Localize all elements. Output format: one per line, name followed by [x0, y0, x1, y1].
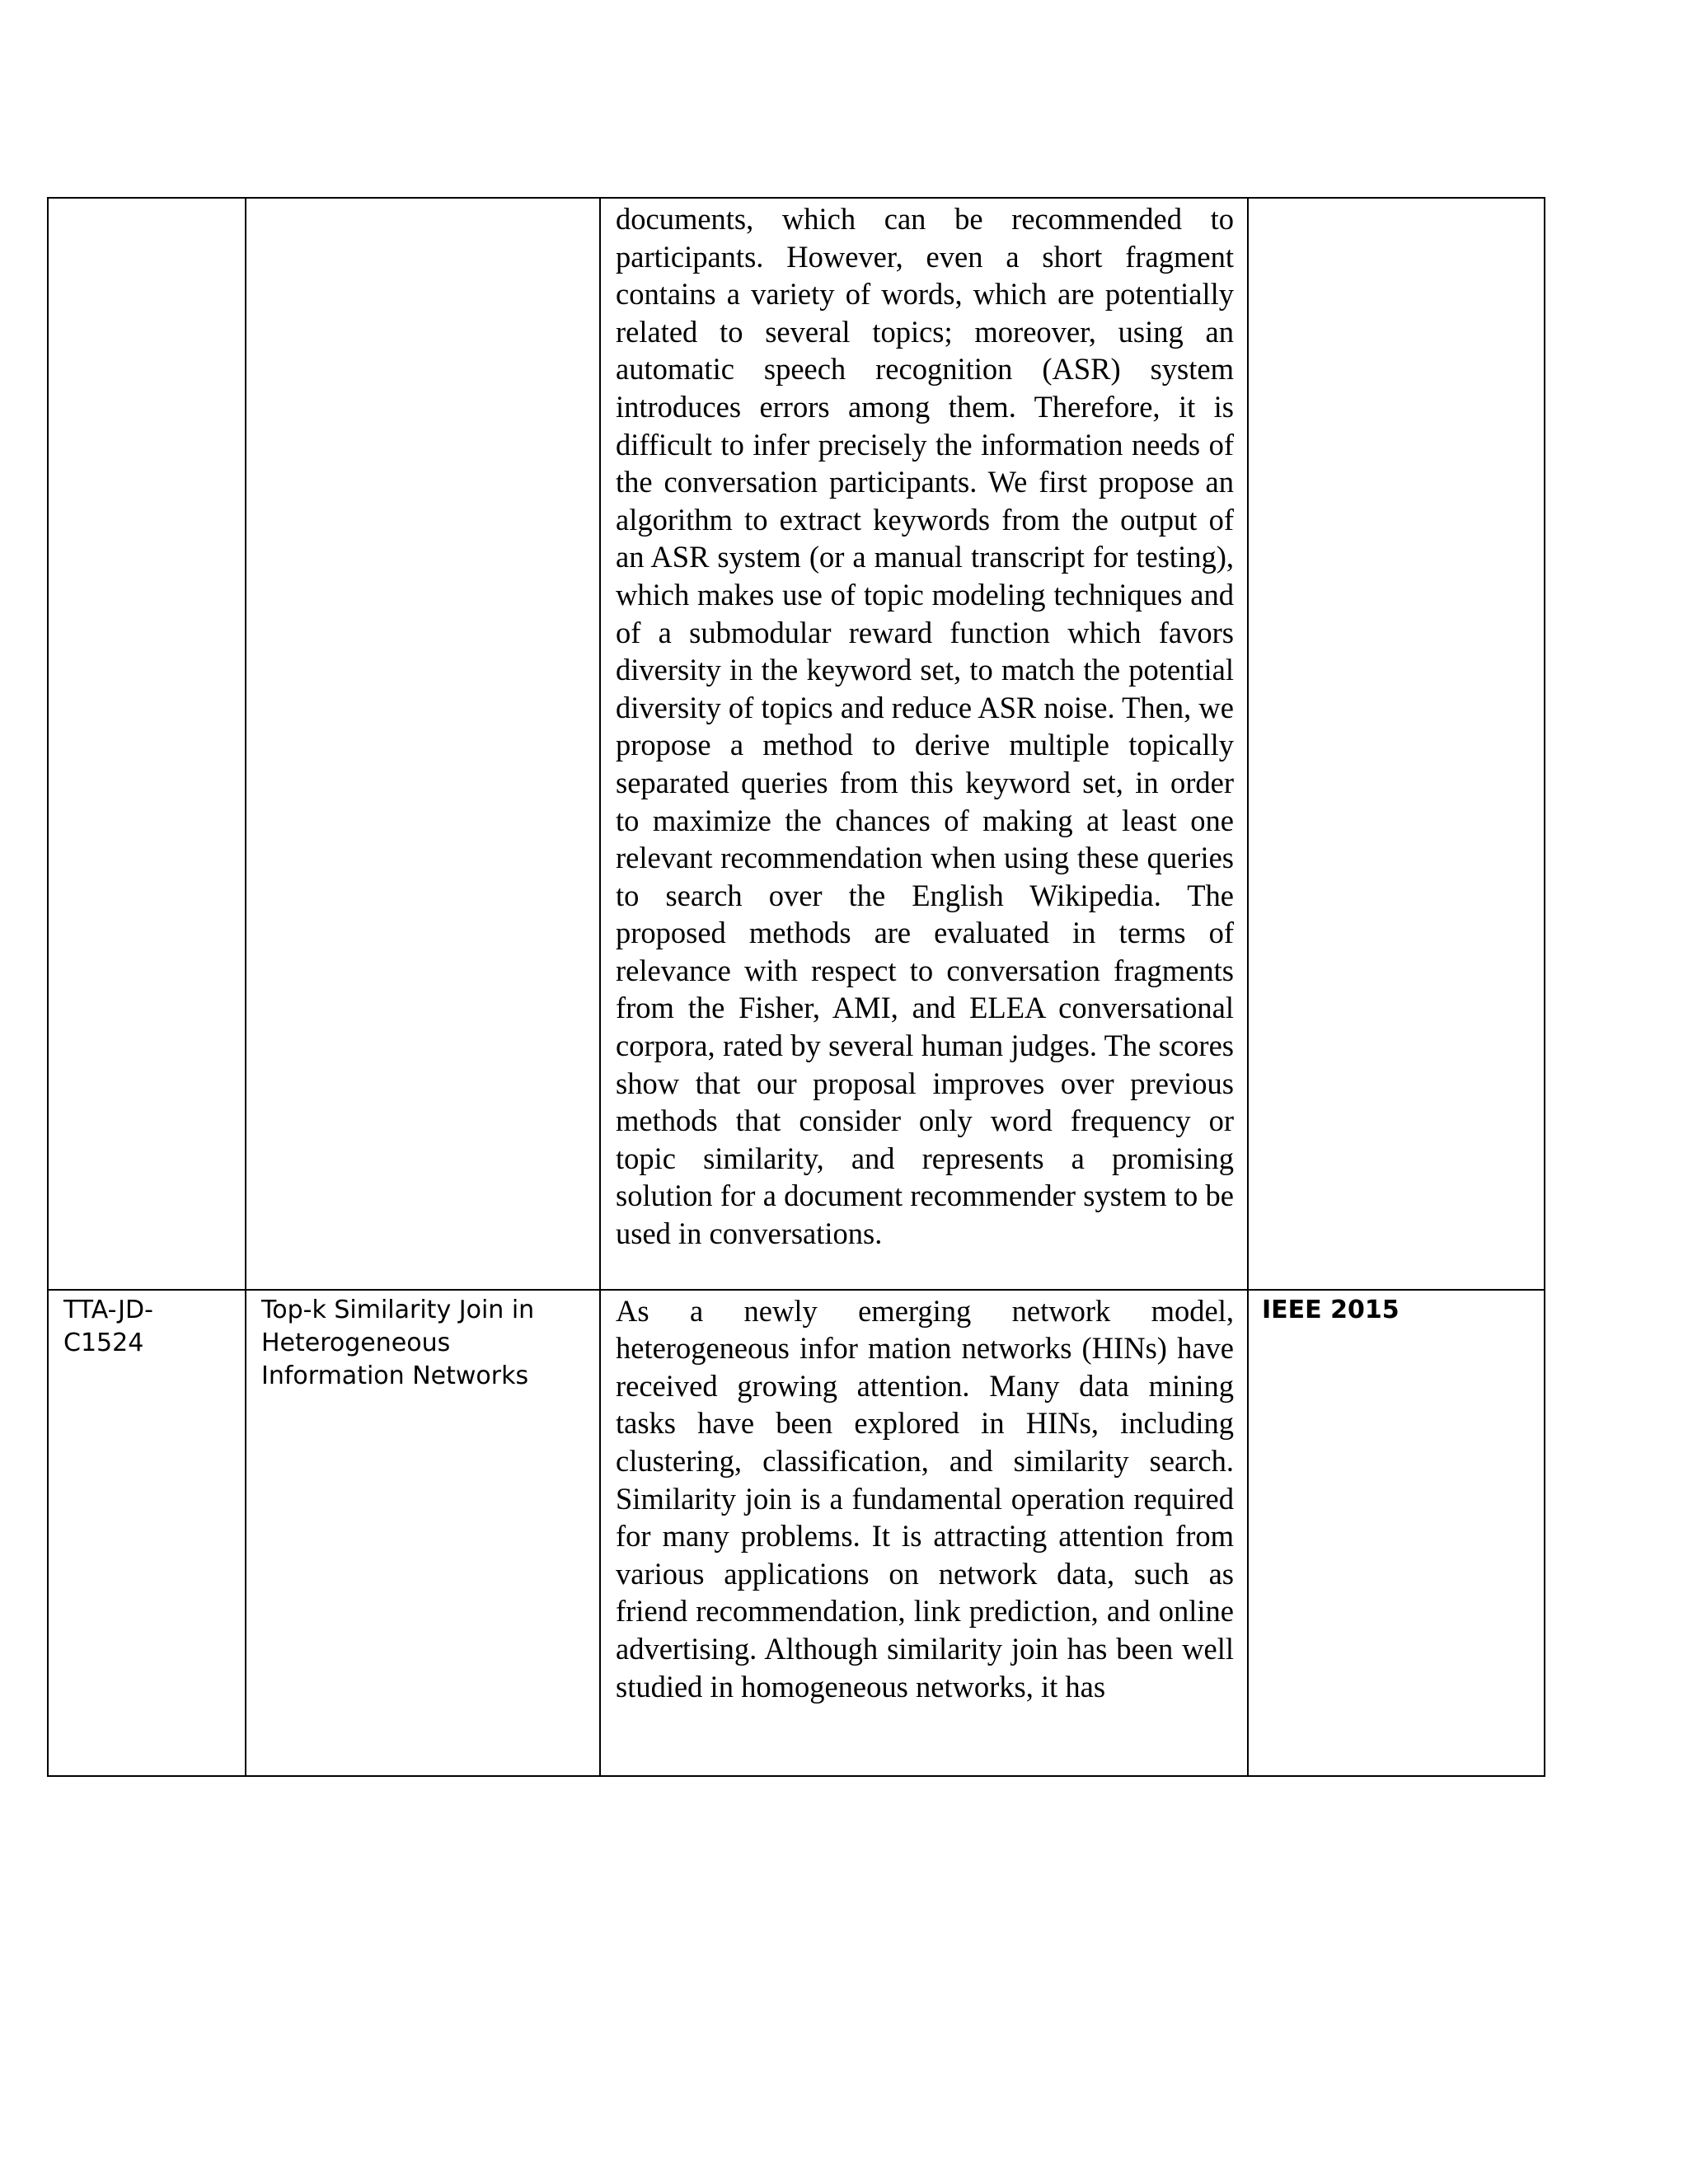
project-year: IEEE 2015: [1262, 1295, 1400, 1324]
table-row: [48, 1290, 1545, 1776]
abstract-cell: [600, 198, 1248, 1290]
abstract-cell: [600, 1290, 1248, 1776]
project-abstract: As a newly emerging network model, heterogeneous infor mation networks (HINs) have received growing attention. Many data mining tasks have been explored in HINs, including clustering, classification, and similarity search. Similarity join is a fundamental operation required for many problems. It is attracting attention from various applications on network data, such as friend recommendation, link prediction, and online advertising. Although similarity join has been well studied in homogeneous networks, it has: [616, 1293, 1234, 1704]
project-code: [49, 199, 245, 202]
code-cell: [48, 1290, 246, 1776]
project-table: [47, 197, 1545, 1777]
project-title: Top-k Similarity Join in Heterogeneous Information Networks: [261, 1295, 535, 1390]
code-cell: [48, 198, 246, 1290]
title-cell: [246, 198, 600, 1290]
project-abstract: documents, which can be recommended to participants. However, even a short fragment contains a variety of words, which are potentially related to several topics; moreover, using an automatic speech recognition (ASR) system introduces errors among them. Therefore, it is difficult to infer precisely the information needs of the conversation participants. We first propose an algorithm to extract keywords from the output of an ASR system (or a manual transcript for testing), which makes use of topic modeling techniques and of a submodular reward function which favors diversity in the keyword set, to match the potential diversity of topics and reduce ASR noise. Then, we propose a method to derive multiple topically separated queries from this keyword set, in order to maximize the chances of making at least one relevant recommendation when using these queries to search over the English Wikipedia. The proposed methods are evaluated in terms of relevance with respect to conversation fragments from the Fisher, AMI, and ELEA conversational corpora, rated by several human judges. The scores show that our proposal improves over previous methods that consider only word frequency or topic similarity, and represents a promising solution for a document recommender system to be used in conversations.: [616, 202, 1234, 1251]
project-title: [246, 199, 599, 202]
project-code: TTA-JD-C1524: [63, 1295, 153, 1357]
year-cell: [1248, 1290, 1545, 1776]
table-row: [48, 198, 1545, 1290]
project-year: [1249, 199, 1544, 202]
title-cell: [246, 1290, 600, 1776]
year-cell: [1248, 198, 1545, 1290]
